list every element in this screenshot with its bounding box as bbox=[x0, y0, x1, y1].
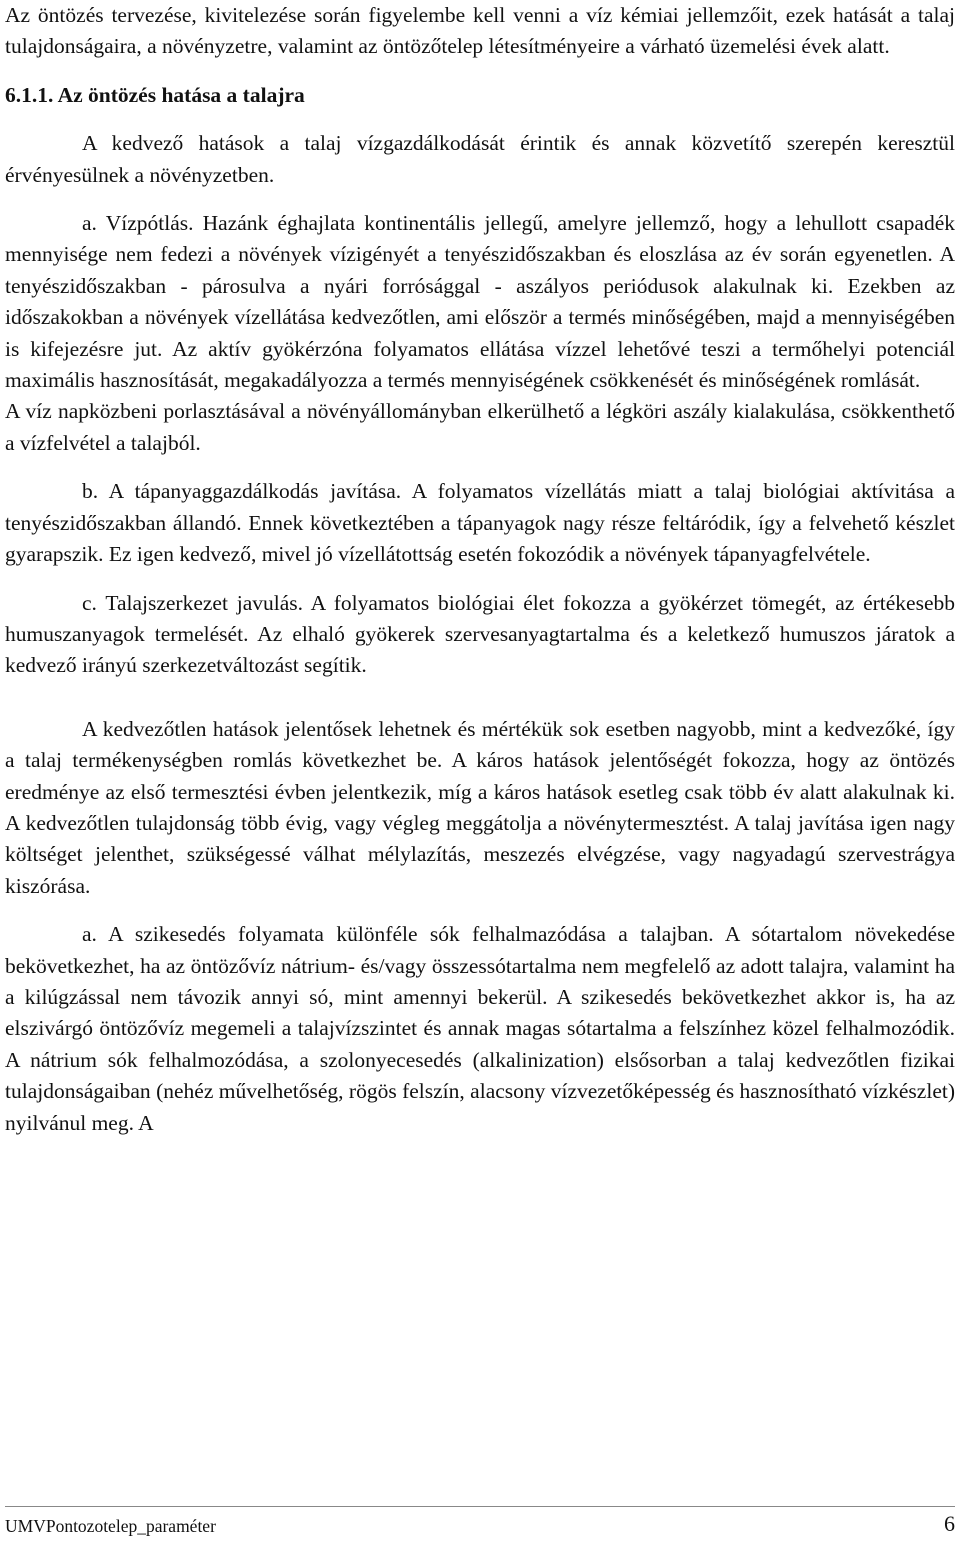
page-footer bbox=[5, 1506, 955, 1537]
paragraph-salinization: a. A szikesedés folyamata különféle sók felhalmazódása a talajban. A sótartalom növekedése bekövetkezhet, ha az öntözővíz nátrium- és/vagy összessótartalma nem megfelelő az adott talajra, valamint ha a kilúgzással nem távozik annyi só, mint amennyi bekerül. A szikesedés bekövetkezhet akkor is, ha az elszivárgó öntözővíz megemeli a talajvízszintet és annak magas sótartalma a felszínhez közel felhalmozódik. A nátrium sók felhalmozódása, a szolonyecesedés (alkalinization) elsősorban a talaj kedvezőtlen fizikai tulajdonságaiban (nehéz művelhetőség, rögös felszín, alacsony vízvezetőképesség és hasznosítható vízkészlet) nyilvánul meg. A bbox=[5, 922, 955, 1135]
positive-effects-intro: A kedvező hatások a talaj vízgazdálkodását érintik és annak közvetítő szerepén keresztül érvényesülnek a növényzetben. bbox=[5, 131, 955, 187]
footer-filename: UMVPontozotelep_paraméter bbox=[5, 1516, 216, 1536]
paragraph-soil-structure: c. Talajszerkezet javulás. A folyamatos biológiai élet fokozza a gyökérzet tömegét, az értékesebb humuszanyagok termelését. Az elhaló gyökerek szervesanyagtartalma és a keletkező humuszos járatok a kedvező irányú szerkezetváltozást segítik. bbox=[5, 590, 955, 678]
intro-paragraph: Az öntözés tervezése, kivitelezése során figyelembe kell venni a víz kémiai jellemzőit, ezek hatását a talaj tulajdonságaira, a növényzetre, valamint az öntözőtelep létesítményeire a várható üzemelési évek alatt. bbox=[5, 3, 955, 59]
paragraph-water-supply: a. Vízpótlás. Hazánk éghajlata kontinentális jellegű, amelyre jellemző, hogy a lehullott csapadék mennyisége nem fedezi a növények vízigényét a tenyészidőszakban és eloszlása az év során egyenetlen. A tenyészidőszakban - párosulva a nyári forrósággal - aszályos periódusok alakulnak ki. Ezekben az időszakokban a növények vízellátása kedvezőtlen, ami először a termés minőségében, majd a mennyiségében is kifejezésre jut. Az aktív gyökérzóna folyamatos ellátása vízzel lehetővé teszi a termőhelyi potenciál maximális hasznosítását, megakadályozza a termés mennyiségének csökkenését és minőségének romlását. bbox=[5, 211, 955, 393]
page-number: 6 bbox=[944, 1511, 955, 1536]
section-heading: 6.1.1. Az öntözés hatása a talajra bbox=[5, 82, 305, 107]
negative-effects-intro: A kedvezőtlen hatások jelentősek lehetnek és mértékük sok esetben nagyobb, mint a kedvezőké, így a talaj termékenységben romlás következhet be. A káros hatások jelentőségét fokozza, hogy az öntözés eredménye az első termesztési évben jelentkezik, míg a káros hatások esetleg csak több év alatt alakulnak ki. A kedvezőtlen tulajdonság több évig, vagy végleg meggátolja a növénytermesztést. A talaj javítása igen nagy költséget jelenthet, szükségessé válhat mélylazítás, meszezés elvégzése, vagy nagyadagú szervestrágya kiszórása. bbox=[5, 716, 955, 898]
paragraph-water-spraying: A víz napközbeni porlasztásával a növényállományban elkerülhető a légköri aszály kialakulása, csökkenthető a vízfelvétel a talajból. bbox=[5, 399, 955, 455]
paragraph-nutrient-management: b. A tápanyaggazdálkodás javítása. A folyamatos vízellátás miatt a talaj biológiai aktívitása a tenyészidőszakban állandó. Ennek következtében a tápanyagok nagy része feltáródik, így a felvehető készlet gyarapszik. Ez igen kedvező, mivel jó vízellátottság esetén fokozódik a növények tápanyagfelvétele. bbox=[5, 479, 955, 567]
document-page bbox=[5, 0, 955, 1139]
